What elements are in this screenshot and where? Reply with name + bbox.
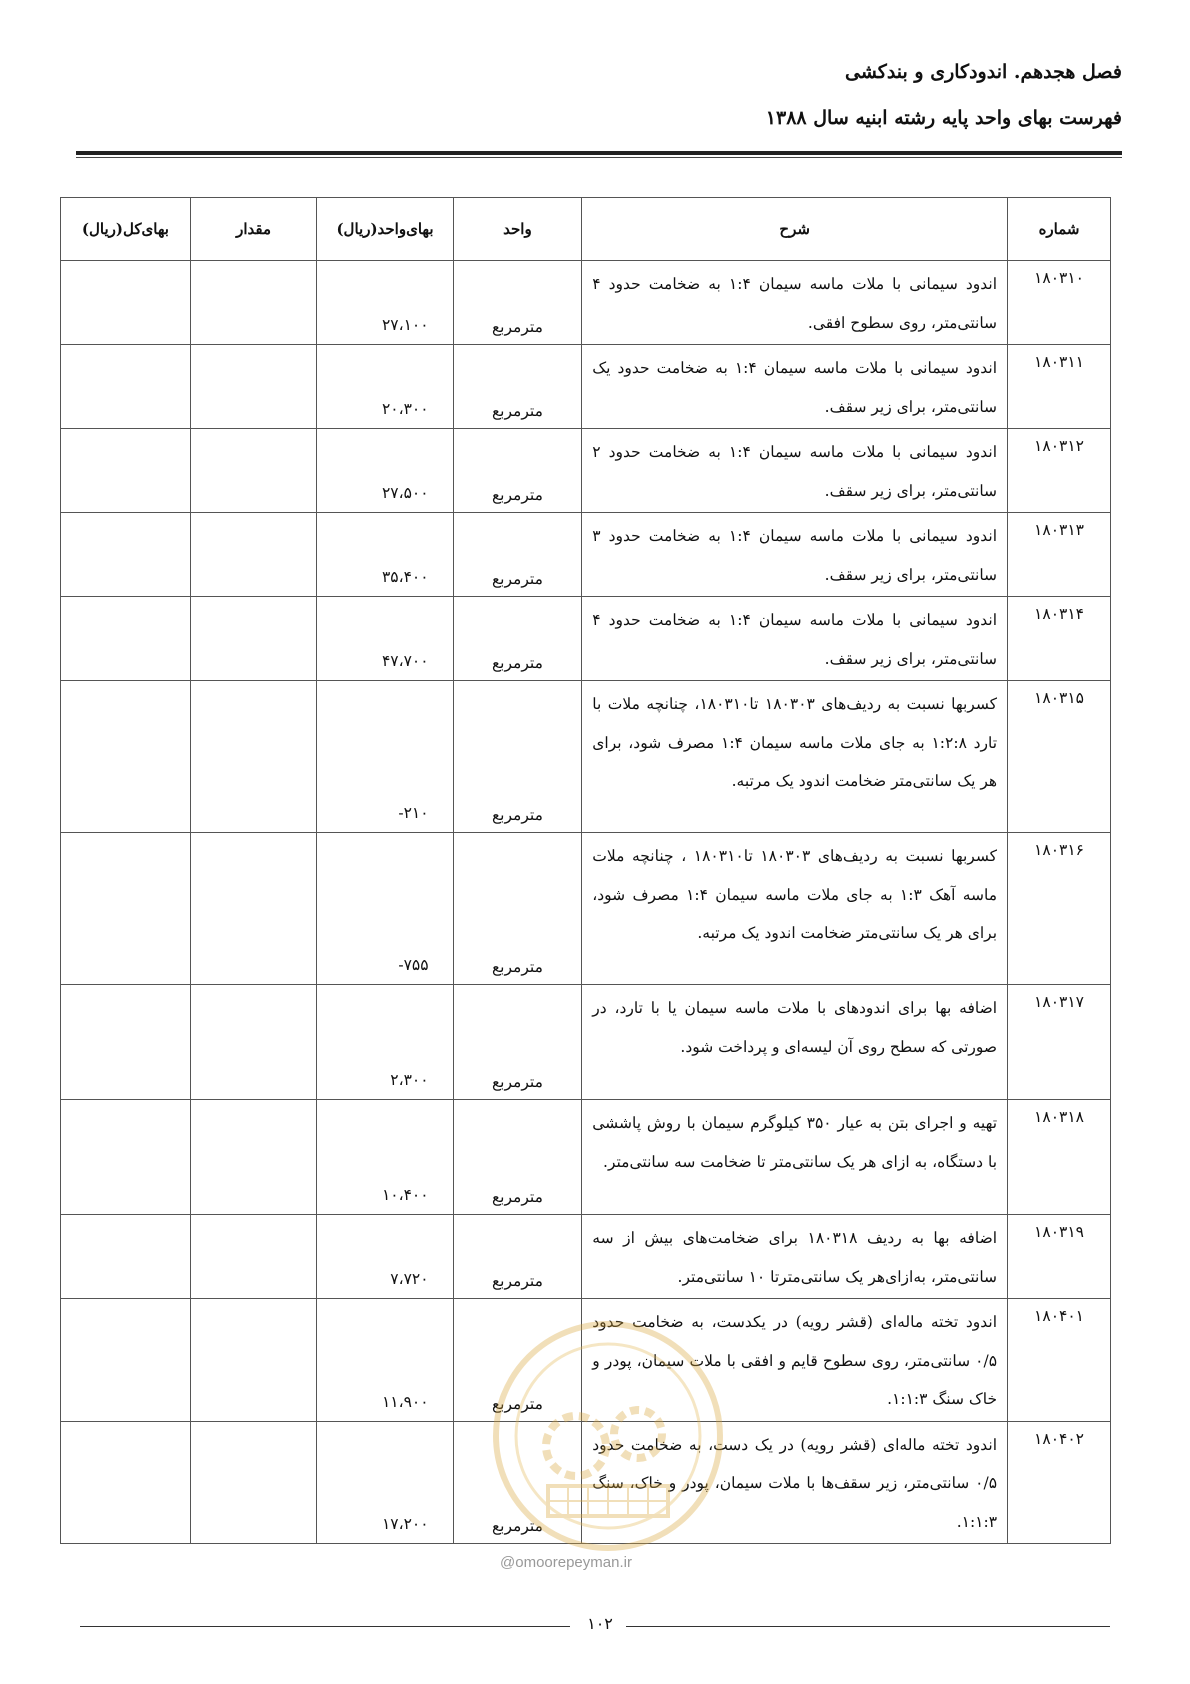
row-total [61,985,191,1100]
row-code: ۱۸۰۳۱۹ [1008,1215,1111,1299]
row-code: ۱۸۰۳۱۲ [1008,429,1111,513]
row-total [61,345,191,429]
table-row [61,1100,1111,1215]
row-unit-price: ۴۷،۷۰۰ [317,597,453,681]
row-description: اندود سیمانی با ملات ماسه سیمان ۱:۴ به ضخامت حدود ۲ سانتی‌متر، برای زیر سقف. [582,429,1008,513]
row-code: ۱۸۰۴۰۲ [1008,1421,1111,1544]
footer-rule-left [80,1626,570,1627]
table-row [61,345,1111,429]
row-unit-price: ۷،۷۲۰ [317,1215,453,1299]
row-unit: مترمربع [453,429,582,513]
row-total [61,597,191,681]
row-code: ۱۸۰۳۱۴ [1008,597,1111,681]
row-total [61,1100,191,1215]
table-row [61,1215,1111,1299]
row-unit-price: ۳۵،۴۰۰ [317,513,453,597]
row-unit-price: ۲۷،۵۰۰ [317,429,453,513]
page-header [68,58,1122,132]
row-unit-price: ۲۰،۳۰۰ [317,345,453,429]
row-total [61,833,191,985]
col-header-quantity: مقدار [190,198,317,261]
row-code: ۱۸۰۴۰۱ [1008,1299,1111,1422]
row-description: اندود تخته ماله‌ای (قشر رویه) در یک دست، به ضخامت حدود ۰/۵ سانتی‌متر، زیر سقف‌ها با ملات سیمان، پودر و خاک، سنگ ۱:۱:۳. [582,1421,1008,1544]
col-header-unit: واحد [453,198,582,261]
row-code: ۱۸۰۳۱۷ [1008,985,1111,1100]
row-unit: مترمربع [453,985,582,1100]
row-total [61,1299,191,1422]
row-quantity [190,681,317,833]
row-unit: مترمربع [453,1215,582,1299]
row-unit-price: ۲،۳۰۰ [317,985,453,1100]
row-total [61,1215,191,1299]
row-total [61,1421,191,1544]
row-unit-price: ۱۱،۹۰۰ [317,1299,453,1422]
table-row [61,833,1111,985]
row-description: اندود سیمانی با ملات ماسه سیمان ۱:۴ به ضخامت حدود ۳ سانتی‌متر، برای زیر سقف. [582,513,1008,597]
row-description: اندود سیمانی با ملات ماسه سیمان ۱:۴ به ضخامت حدود یک سانتی‌متر، برای زیر سقف. [582,345,1008,429]
row-description: تهیه و اجرای بتن به عیار ۳۵۰ کیلوگرم سیمان با روش پاششی با دستگاه، به ازای هر یک سانتی‌متر تا ضخامت سه سانتی‌متر. [582,1100,1008,1215]
row-unit-price: ۲۷،۱۰۰ [317,261,453,345]
row-quantity [190,429,317,513]
watermark-url: @omoorepeyman.ir [500,1554,632,1571]
document-subtitle: فهرست بهای واحد پایه رشته ابنیه سال ۱۳۸۸ [765,107,1122,129]
row-quantity [190,345,317,429]
row-unit: مترمربع [453,1299,582,1422]
table-row [61,985,1111,1100]
col-header-code: شماره [1008,198,1111,261]
row-code: ۱۸۰۳۱۵ [1008,681,1111,833]
row-quantity [190,985,317,1100]
row-total [61,513,191,597]
table-header-row [61,198,1111,261]
row-code: ۱۸۰۳۱۱ [1008,345,1111,429]
row-unit: مترمربع [453,345,582,429]
header-rule-thin [76,157,1122,158]
header-rule-thick [76,151,1122,155]
row-total [61,681,191,833]
row-unit: مترمربع [453,513,582,597]
col-header-unit-price: بهای‌واحد(ریال) [317,198,453,261]
chapter-title: فصل هجدهم. اندودکاری و بندکشی [844,61,1122,83]
row-code: ۱۸۰۳۱۰ [1008,261,1111,345]
row-description: اندود سیمانی با ملات ماسه سیمان ۱:۴ به ضخامت حدود ۴ سانتی‌متر، روی سطوح افقی. [582,261,1008,345]
row-total [61,429,191,513]
table-row [61,681,1111,833]
page-number: ۱۰۲ [587,1614,613,1633]
row-description: کسربها نسبت به ردیف‌های ۱۸۰۳۰۳ تا۱۸۰۳۱۰ ، چنانچه ملات ماسه آهک ۱:۳ به جای ملات ماسه سیمان ۱:۴ مصرف شود، برای هر یک سانتی‌متر ضخامت اندود یک مرتبه. [582,833,1008,985]
row-quantity [190,1421,317,1544]
row-unit: مترمربع [453,1421,582,1544]
table-row [61,429,1111,513]
row-description: کسربها نسبت به ردیف‌های ۱۸۰۳۰۳ تا۱۸۰۳۱۰، چنانچه ملات با تارد ۱:۲:۸ به جای ملات ماسه سیمان ۱:۴ مصرف شود، برای هر یک سانتی‌متر ضخامت اندود یک مرتبه. [582,681,1008,833]
row-unit-price: ۷۵۵- [317,833,453,985]
row-unit: مترمربع [453,261,582,345]
row-quantity [190,1100,317,1215]
row-description: اضافه بها برای اندودهای با ملات ماسه سیمان یا با تارد، در صورتی که سطح روی آن لیسه‌ای و پرداخت شود. [582,985,1008,1100]
table-row [61,597,1111,681]
row-code: ۱۸۰۳۱۳ [1008,513,1111,597]
row-unit-price: ۱۷،۲۰۰ [317,1421,453,1544]
row-code: ۱۸۰۳۱۶ [1008,833,1111,985]
row-unit-price: ۱۰،۴۰۰ [317,1100,453,1215]
row-unit: مترمربع [453,833,582,985]
row-unit: مترمربع [453,597,582,681]
row-unit: مترمربع [453,681,582,833]
row-description: اندود تخته ماله‌ای (قشر رویه) در یکدست، به ضخامت حدود ۰/۵ سانتی‌متر، روی سطوح قایم و افقی با ملات سیمان، پودر و خاک سنگ ۱:۱:۳. [582,1299,1008,1422]
row-description: اندود سیمانی با ملات ماسه سیمان ۱:۴ به ضخامت حدود ۴ سانتی‌متر، برای زیر سقف. [582,597,1008,681]
col-header-description: شرح [582,198,1008,261]
footer-rule-right [626,1626,1110,1627]
col-header-total: بهای‌کل(ریال) [61,198,191,261]
row-unit: مترمربع [453,1100,582,1215]
row-quantity [190,833,317,985]
table-row [61,261,1111,345]
row-code: ۱۸۰۳۱۸ [1008,1100,1111,1215]
row-quantity [190,1299,317,1422]
row-total [61,261,191,345]
watermark-seal [488,1316,728,1556]
row-quantity [190,261,317,345]
table-row [61,513,1111,597]
row-description: اضافه بها به ردیف ۱۸۰۳۱۸ برای ضخامت‌های بیش از سه سانتی‌متر، به‌ازای‌هر یک سانتی‌مترتا ۱۰ سانتی‌متر. [582,1215,1008,1299]
row-quantity [190,1215,317,1299]
row-unit-price: ۲۱۰- [317,681,453,833]
row-quantity [190,513,317,597]
row-quantity [190,597,317,681]
